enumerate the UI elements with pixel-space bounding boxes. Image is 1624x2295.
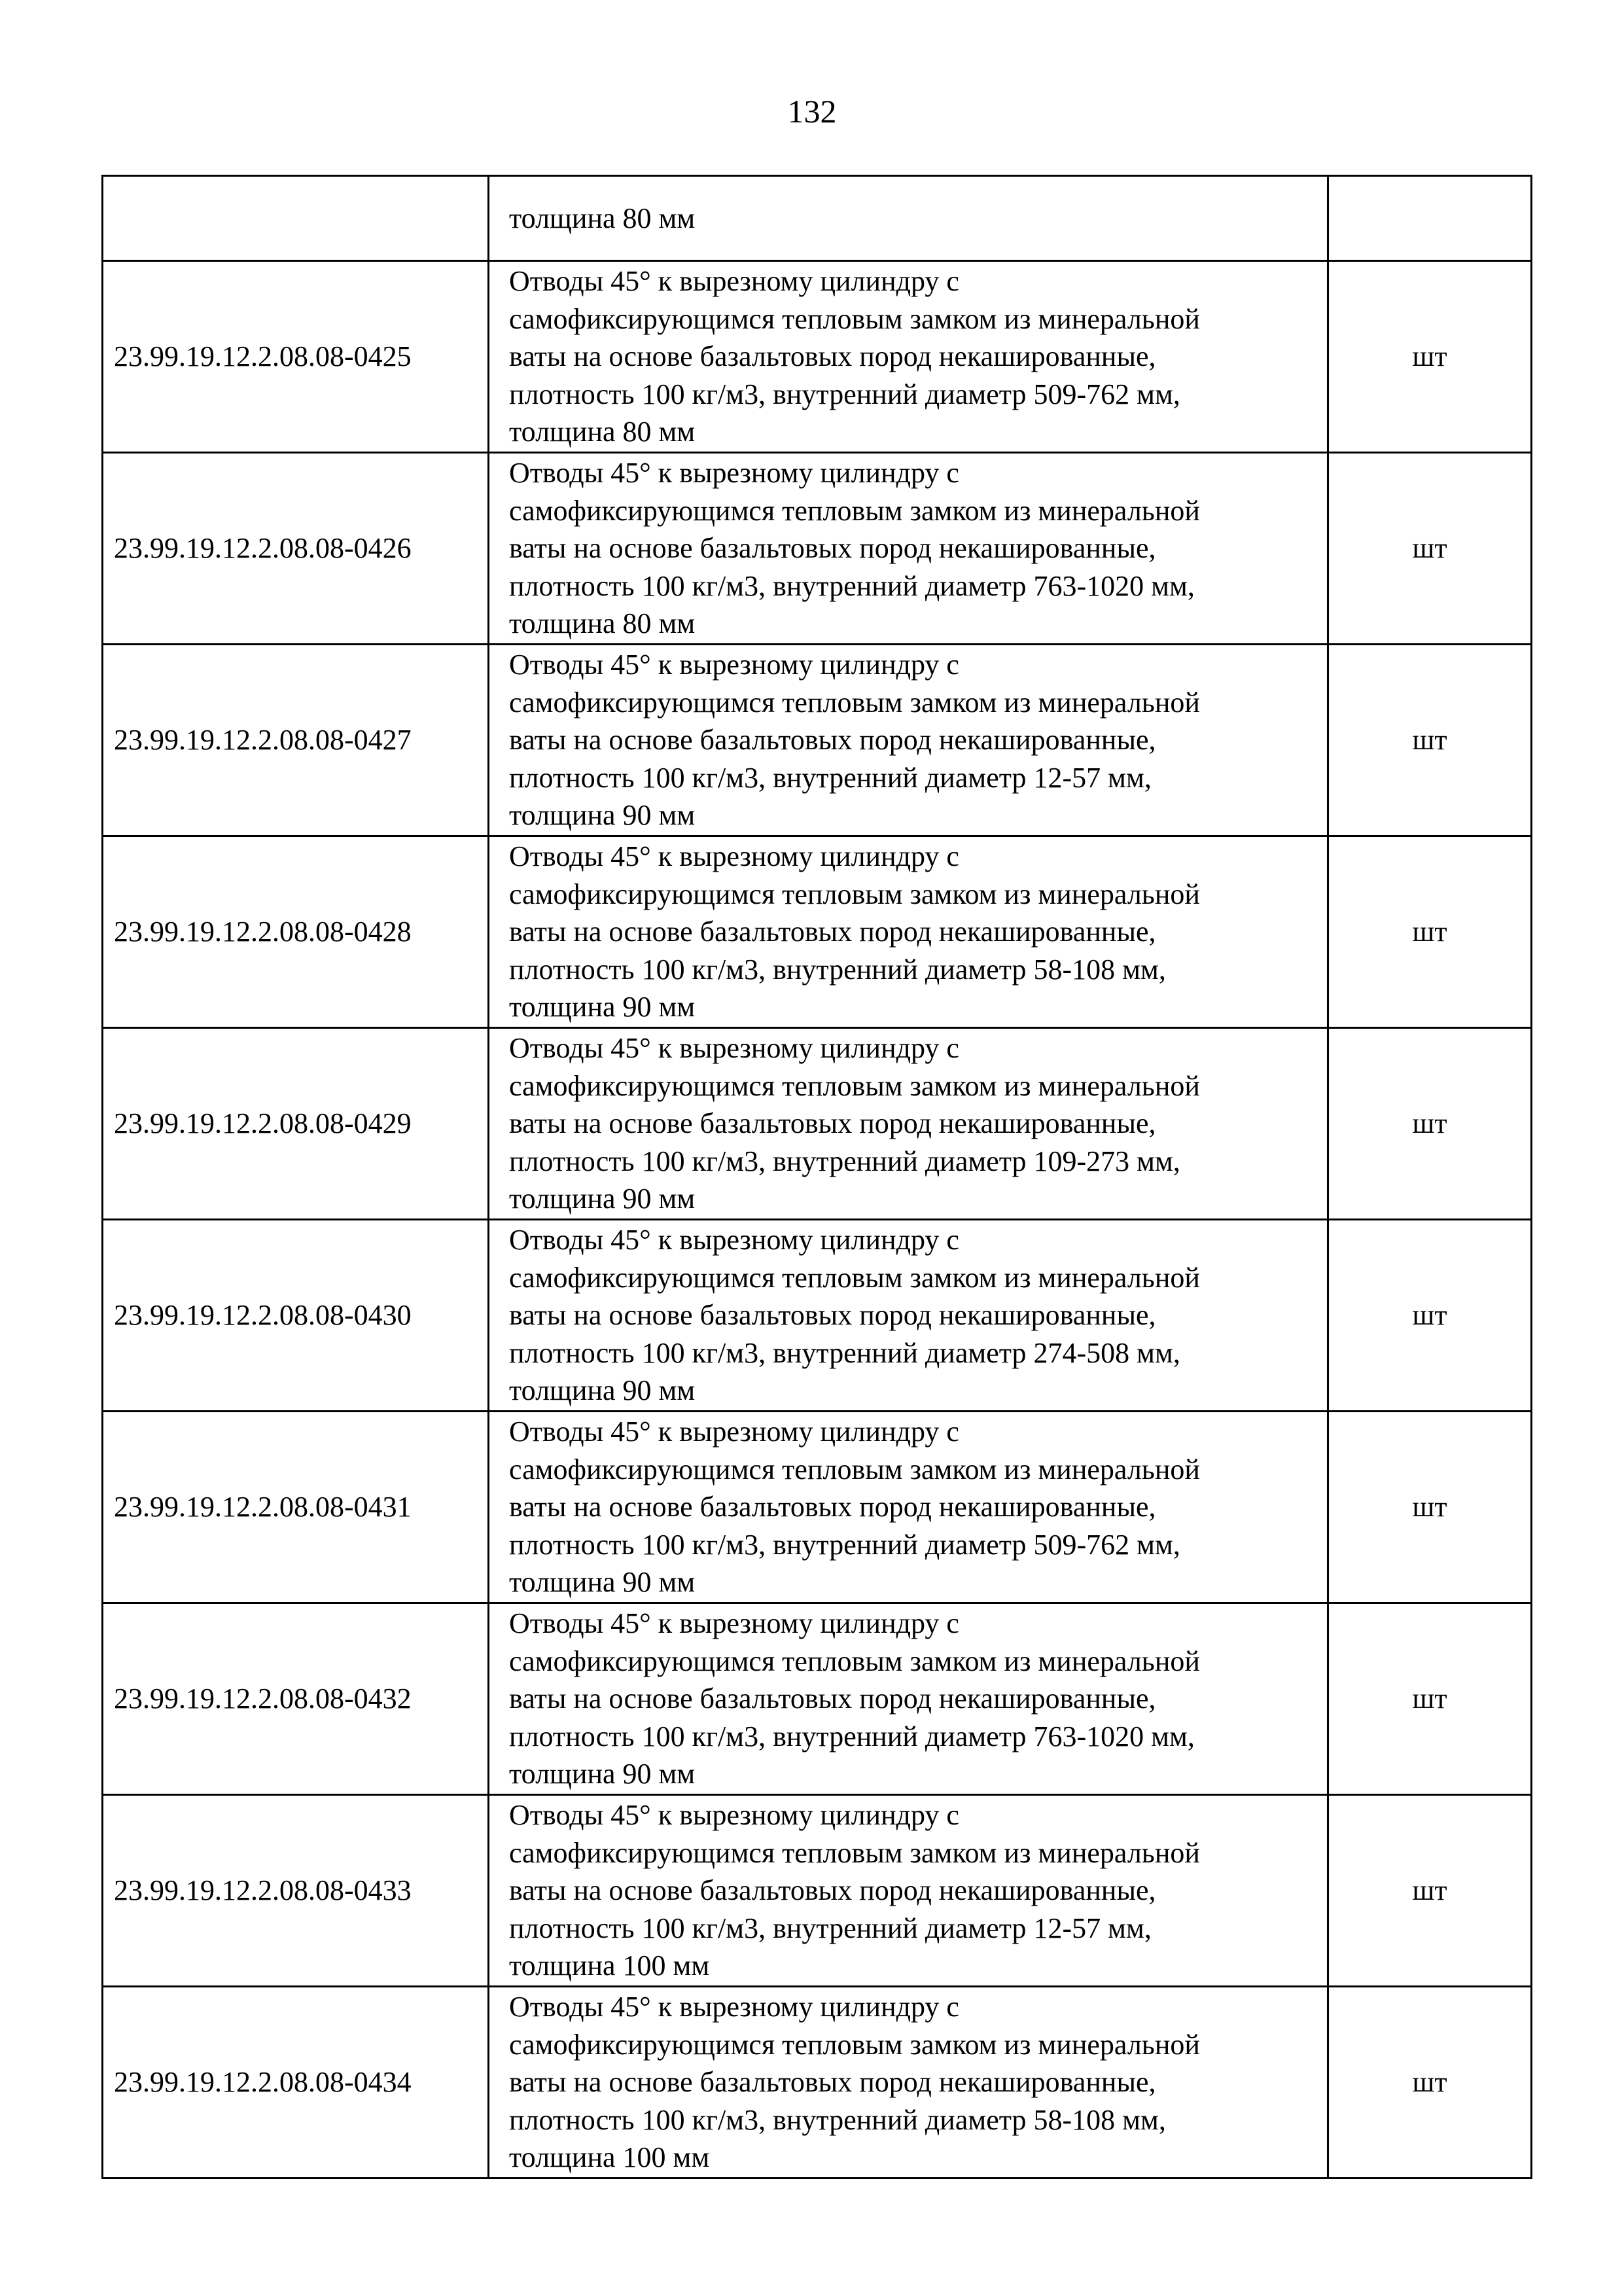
description-line: толщина 90 мм (509, 1183, 696, 1215)
table-row (103, 1987, 1532, 2179)
description-line: Отводы 45° к вырезному цилиндру с (509, 457, 959, 489)
description-cell (489, 453, 1328, 645)
code-cell: 23.99.19.12.2.08.08-0427 (103, 645, 489, 836)
description-line: плотность 100 кг/м3, внутренний диаметр 58-108 мм, (509, 2103, 1166, 2136)
description-line: плотность 100 кг/м3, внутренний диаметр 509-762 мм, (509, 378, 1180, 410)
description-line: Отводы 45° к вырезному цилиндру с (509, 1415, 959, 1448)
description-line: самофиксирующимся тепловым замком из минеральной (509, 494, 1200, 527)
description-line: самофиксирующимся тепловым замком из минеральной (509, 1836, 1200, 1869)
table-row (103, 1220, 1532, 1412)
description-line: плотность 100 кг/м3, внутренний диаметр 763-1020 мм, (509, 569, 1195, 602)
description-line: ваты на основе базальтовых пород некашированные, (509, 1107, 1156, 1140)
code-cell: 23.99.19.12.2.08.08-0425 (103, 261, 489, 453)
description-line: плотность 100 кг/м3, внутренний диаметр 509-762 мм, (509, 1528, 1180, 1561)
description-line: ваты на основе базальтовых пород некашированные, (509, 724, 1156, 756)
description-line: ваты на основе базальтовых пород некашированные, (509, 532, 1156, 565)
description-line: самофиксирующимся тепловым замком из минеральной (509, 878, 1200, 910)
unit-cell: шт (1328, 645, 1532, 836)
unit-cell (1328, 176, 1532, 261)
code-cell: 23.99.19.12.2.08.08-0434 (103, 1987, 489, 2179)
description-cell (489, 1412, 1328, 1603)
description-line: плотность 100 кг/м3, внутренний диаметр 274-508 мм, (509, 1336, 1180, 1369)
description-line: толщина 90 мм (509, 1374, 696, 1407)
description-line: плотность 100 кг/м3, внутренний диаметр 12-57 мм, (509, 761, 1152, 794)
description-line: ваты на основе базальтовых пород некашированные, (509, 2066, 1156, 2099)
table-row (103, 1795, 1532, 1987)
description-line: ваты на основе базальтовых пород некашированные, (509, 1682, 1156, 1715)
description-line: плотность 100 кг/м3, внутренний диаметр 763-1020 мм, (509, 1720, 1195, 1752)
unit-cell: шт (1328, 1795, 1532, 1987)
table-row (103, 1028, 1532, 1220)
description-cell (489, 261, 1328, 453)
description-line: Отводы 45° к вырезному цилиндру с (509, 840, 959, 873)
table-row (103, 1412, 1532, 1603)
code-cell: 23.99.19.12.2.08.08-0431 (103, 1412, 489, 1603)
description-line: самофиксирующимся тепловым замком из минеральной (509, 1261, 1200, 1294)
code-cell: 23.99.19.12.2.08.08-0432 (103, 1603, 489, 1795)
description-line: Отводы 45° к вырезному цилиндру с (509, 1224, 959, 1256)
code-cell: 23.99.19.12.2.08.08-0430 (103, 1220, 489, 1412)
description-line: толщина 100 мм (509, 1949, 710, 1982)
description-line: Отводы 45° к вырезному цилиндру с (509, 1799, 959, 1832)
description-line: самофиксирующимся тепловым замком из минеральной (509, 1453, 1200, 1486)
table-row (103, 453, 1532, 645)
code-cell: 23.99.19.12.2.08.08-0433 (103, 1795, 489, 1987)
description-line: толщина 90 мм (509, 1566, 696, 1599)
description-line: Отводы 45° к вырезному цилиндру с (509, 265, 959, 298)
description-line: самофиксирующимся тепловым замком из минеральной (509, 1645, 1200, 1677)
table-row (103, 1603, 1532, 1795)
code-cell: 23.99.19.12.2.08.08-0429 (103, 1028, 489, 1220)
description-line: ваты на основе базальтовых пород некашированные, (509, 1299, 1156, 1332)
unit-cell: шт (1328, 1028, 1532, 1220)
table-row (103, 836, 1532, 1028)
description-line: толщина 90 мм (509, 1758, 696, 1790)
unit-cell: шт (1328, 836, 1532, 1028)
code-cell: 23.99.19.12.2.08.08-0428 (103, 836, 489, 1028)
unit-cell: шт (1328, 1220, 1532, 1412)
description-line: Отводы 45° к вырезному цилиндру с (509, 1032, 959, 1065)
table-body (103, 176, 1532, 2179)
description-line: толщина 80 мм (509, 416, 696, 448)
description-cell (489, 836, 1328, 1028)
description-line: плотность 100 кг/м3, внутренний диаметр 109-273 мм, (509, 1145, 1180, 1177)
description-line: самофиксирующимся тепловым замком из минеральной (509, 1069, 1200, 1102)
unit-cell: шт (1328, 1603, 1532, 1795)
unit-cell: шт (1328, 453, 1532, 645)
description-line: толщина 100 мм (509, 2141, 710, 2174)
code-cell (103, 176, 489, 261)
description-line: Отводы 45° к вырезному цилиндру с (509, 1607, 959, 1640)
unit-cell: шт (1328, 1412, 1532, 1603)
description-line: толщина 80 мм (509, 607, 696, 640)
description-cell (489, 1987, 1328, 2179)
description-line: ваты на основе базальтовых пород некашированные, (509, 1874, 1156, 1907)
description-cell (489, 645, 1328, 836)
description-line: плотность 100 кг/м3, внутренний диаметр 12-57 мм, (509, 1912, 1152, 1944)
continuation-row (103, 176, 1532, 261)
description-line: самофиксирующимся тепловым замком из минеральной (509, 302, 1200, 335)
unit-cell: шт (1328, 261, 1532, 453)
description-cell (489, 1220, 1328, 1412)
description-line: толщина 90 мм (509, 799, 696, 832)
unit-cell: шт (1328, 1987, 1532, 2179)
description-line: Отводы 45° к вырезному цилиндру с (509, 1991, 959, 2023)
table-row (103, 261, 1532, 453)
description-line: толщина 80 мм (509, 202, 696, 234)
description-line: самофиксирующимся тепловым замком из минеральной (509, 2028, 1200, 2061)
description-line: толщина 90 мм (509, 991, 696, 1023)
description-cell (489, 176, 1328, 261)
description-line: ваты на основе базальтовых пород некашированные, (509, 340, 1156, 373)
description-line: плотность 100 кг/м3, внутренний диаметр 58-108 мм, (509, 953, 1166, 986)
description-cell (489, 1795, 1328, 1987)
description-line: самофиксирующимся тепловым замком из минеральной (509, 686, 1200, 719)
description-cell (489, 1603, 1328, 1795)
description-line: ваты на основе базальтовых пород некашированные, (509, 1491, 1156, 1523)
page-number: 132 (787, 93, 837, 130)
description-line: ваты на основе базальтовых пород некашированные, (509, 916, 1156, 948)
description-cell (489, 1028, 1328, 1220)
resource-table (101, 175, 1532, 2179)
description-line: Отводы 45° к вырезному цилиндру с (509, 649, 959, 681)
table-row (103, 645, 1532, 836)
code-cell: 23.99.19.12.2.08.08-0426 (103, 453, 489, 645)
